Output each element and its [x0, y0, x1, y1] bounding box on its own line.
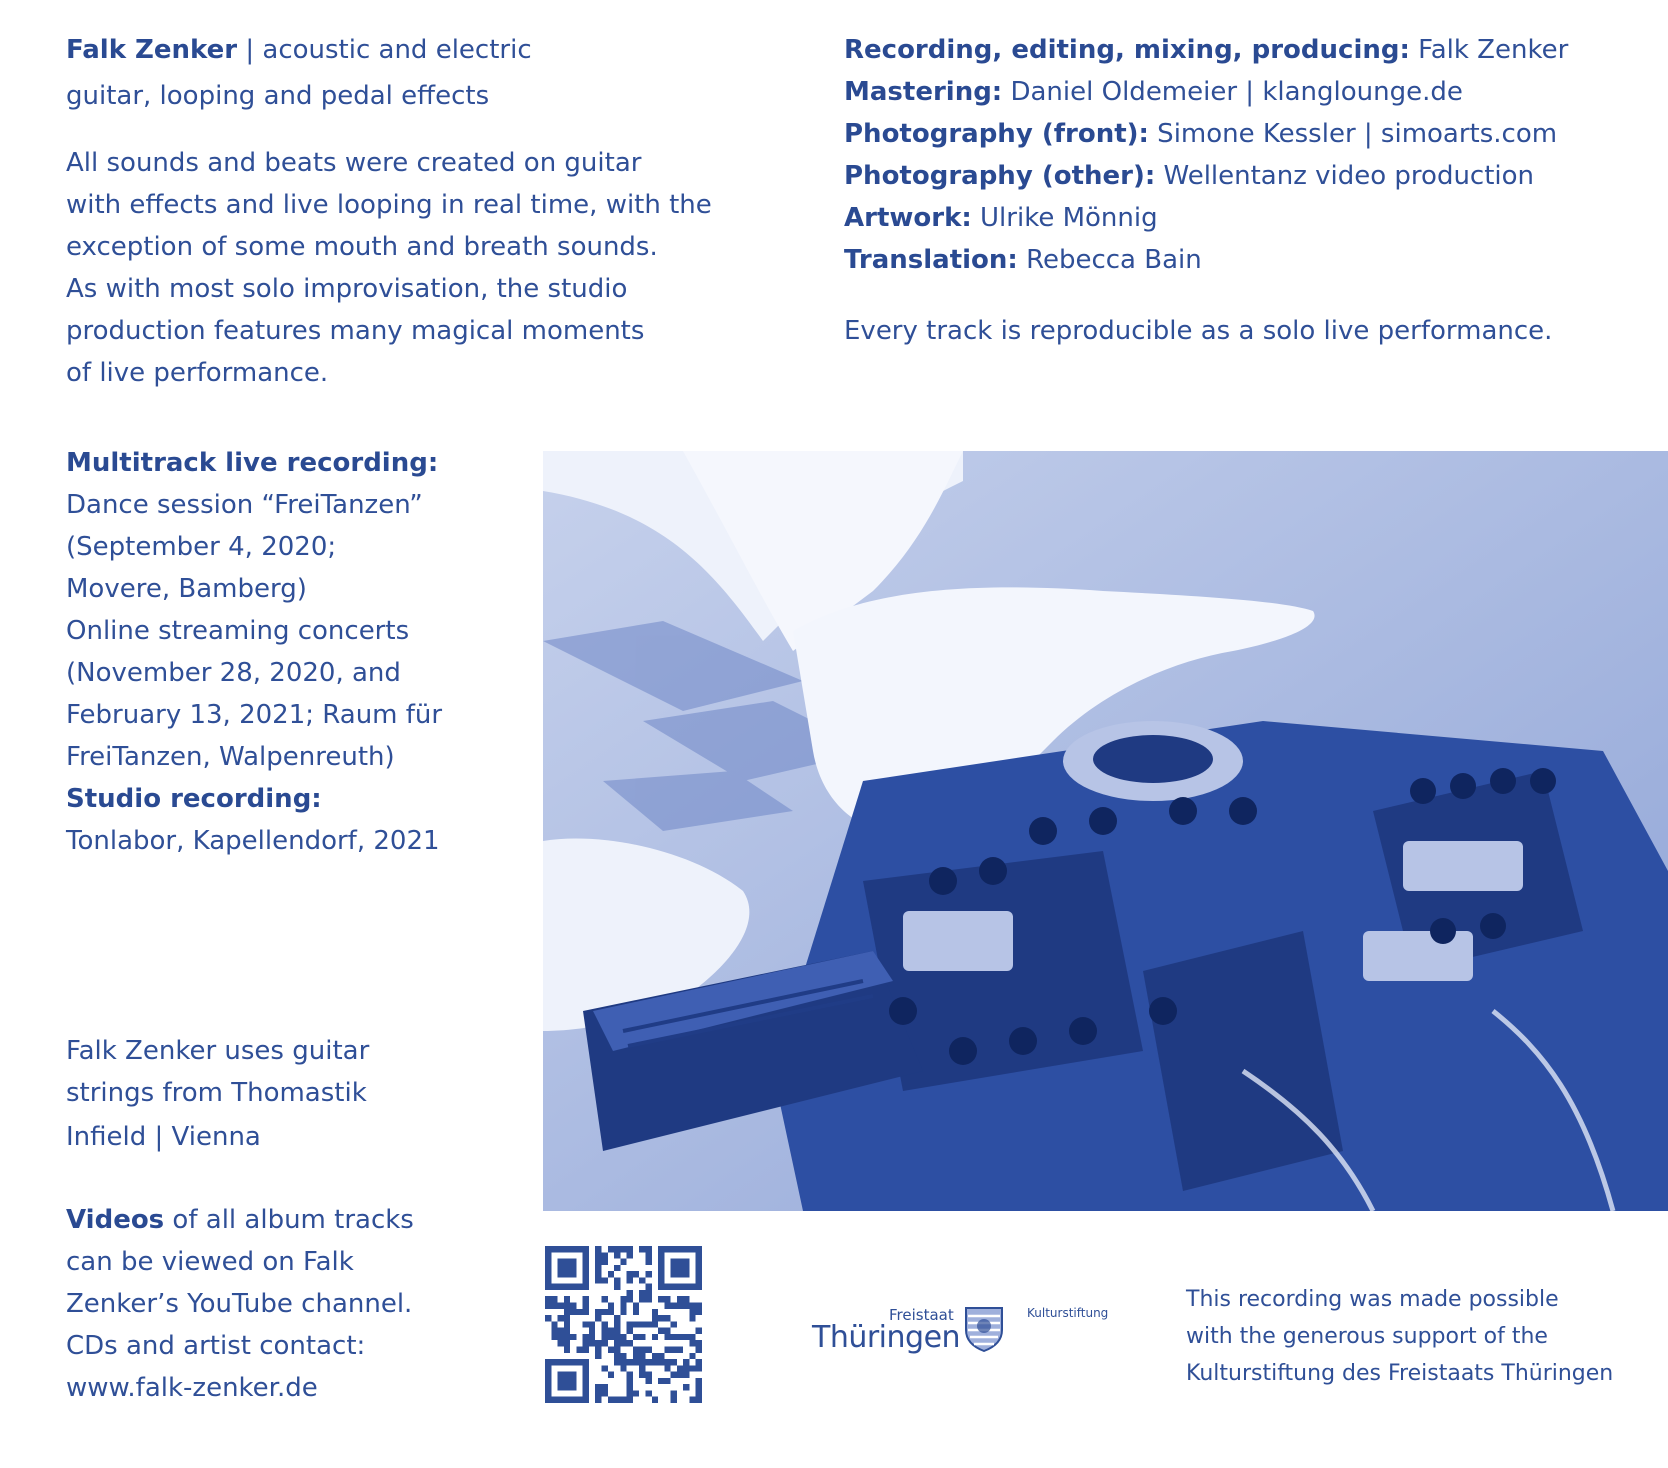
intro-line: exception of some mouth and breath sounds.: [66, 232, 658, 262]
multitrack-line: Online streaming concerts: [66, 616, 410, 646]
multitrack-line: FreiTanzen, Walpenreuth): [66, 742, 395, 772]
credit-value: Ulrike Mönnig: [971, 203, 1158, 233]
coat-of-arms-icon: [964, 1306, 1004, 1352]
multitrack-line: (September 4, 2020;: [66, 532, 337, 562]
multitrack-heading: Multitrack live recording:: [66, 448, 439, 478]
photo-illustration: [543, 451, 1668, 1211]
credit-row: [844, 113, 1568, 155]
strings-line: Falk Zenker uses guitar: [66, 1036, 370, 1066]
credit-label: Photography (front):: [844, 119, 1149, 149]
credit-label: Mastering:: [844, 77, 1003, 107]
strings-line: Infield | Vienna: [66, 1122, 261, 1152]
intro-line: with effects and live looping in real time, with the: [66, 190, 712, 220]
strings-note: [66, 1030, 369, 1158]
logo-kulturstiftung: Kulturstiftung: [1027, 1306, 1109, 1320]
videos-line: can be viewed on Falk: [66, 1247, 354, 1277]
multitrack-block: [66, 442, 442, 862]
credits-list: [844, 29, 1568, 281]
studio-heading: Studio recording:: [66, 784, 322, 814]
strings-line: strings from Thomastik: [66, 1078, 367, 1108]
credit-row: [844, 239, 1568, 281]
logo-freistaat: Freistaat: [889, 1306, 954, 1324]
credit-value: Wellentanz video production: [1155, 161, 1535, 191]
multitrack-line: (November 28, 2020, and: [66, 658, 401, 688]
credit-label: Photography (other):: [844, 161, 1156, 191]
intro-paragraph: [66, 142, 712, 394]
support-line: This recording was made possible: [1186, 1287, 1559, 1312]
support-note: [1186, 1281, 1613, 1392]
credit-row: [844, 29, 1568, 71]
credit-row: [844, 155, 1568, 197]
credit-label: Artwork:: [844, 203, 972, 233]
credit-value: Rebecca Bain: [1017, 245, 1202, 275]
credit-label: Translation:: [844, 245, 1018, 275]
credit-value: Daniel Oldemeier | klanglounge.de: [1002, 77, 1463, 107]
intro-line: All sounds and beats were created on guitar: [66, 148, 642, 178]
credit-value: Falk Zenker: [1409, 35, 1569, 65]
videos-rest: of all album tracks: [164, 1205, 414, 1235]
studio-line: Tonlabor, Kapellendorf, 2021: [66, 826, 440, 856]
videos-note: [66, 1199, 414, 1409]
intro-line: of live performance.: [66, 358, 329, 388]
performance-photo: [543, 451, 1668, 1211]
videos-line: CDs and artist contact:: [66, 1331, 366, 1361]
multitrack-line: Dance session “FreiTanzen”: [66, 490, 423, 520]
videos-bold: Videos: [66, 1205, 165, 1235]
performer-name: Falk Zenker: [66, 35, 238, 65]
performer-role: | acoustic and electric: [237, 35, 532, 65]
multitrack-line: February 13, 2021; Raum für: [66, 700, 443, 730]
support-line: with the generous support of the: [1186, 1324, 1548, 1349]
performer-block: [66, 29, 532, 117]
multitrack-line: Movere, Bamberg): [66, 574, 307, 604]
qr-code[interactable]: [545, 1246, 702, 1403]
qr-code-graphic: [545, 1246, 702, 1403]
website-link[interactable]: www.falk-zenker.de: [66, 1373, 318, 1403]
thuringen-logo: [812, 1302, 1122, 1372]
performer-role-2: guitar, looping and pedal effects: [66, 81, 490, 111]
credit-row: [844, 71, 1568, 113]
videos-line: Zenker’s YouTube channel.: [66, 1289, 413, 1319]
reproducible-note: Every track is reproducible as a solo live performance.: [844, 316, 1553, 346]
support-line: Kulturstiftung des Freistaats Thüringen: [1186, 1361, 1614, 1386]
intro-line: production features many magical moments: [66, 316, 645, 346]
logo-thuringen: Thüringen: [812, 1320, 961, 1355]
intro-line: As with most solo improvisation, the studio: [66, 274, 628, 304]
credit-label: Recording, editing, mixing, producing:: [844, 35, 1410, 65]
credit-row: [844, 197, 1568, 239]
credit-value: Simone Kessler | simoarts.com: [1148, 119, 1558, 149]
